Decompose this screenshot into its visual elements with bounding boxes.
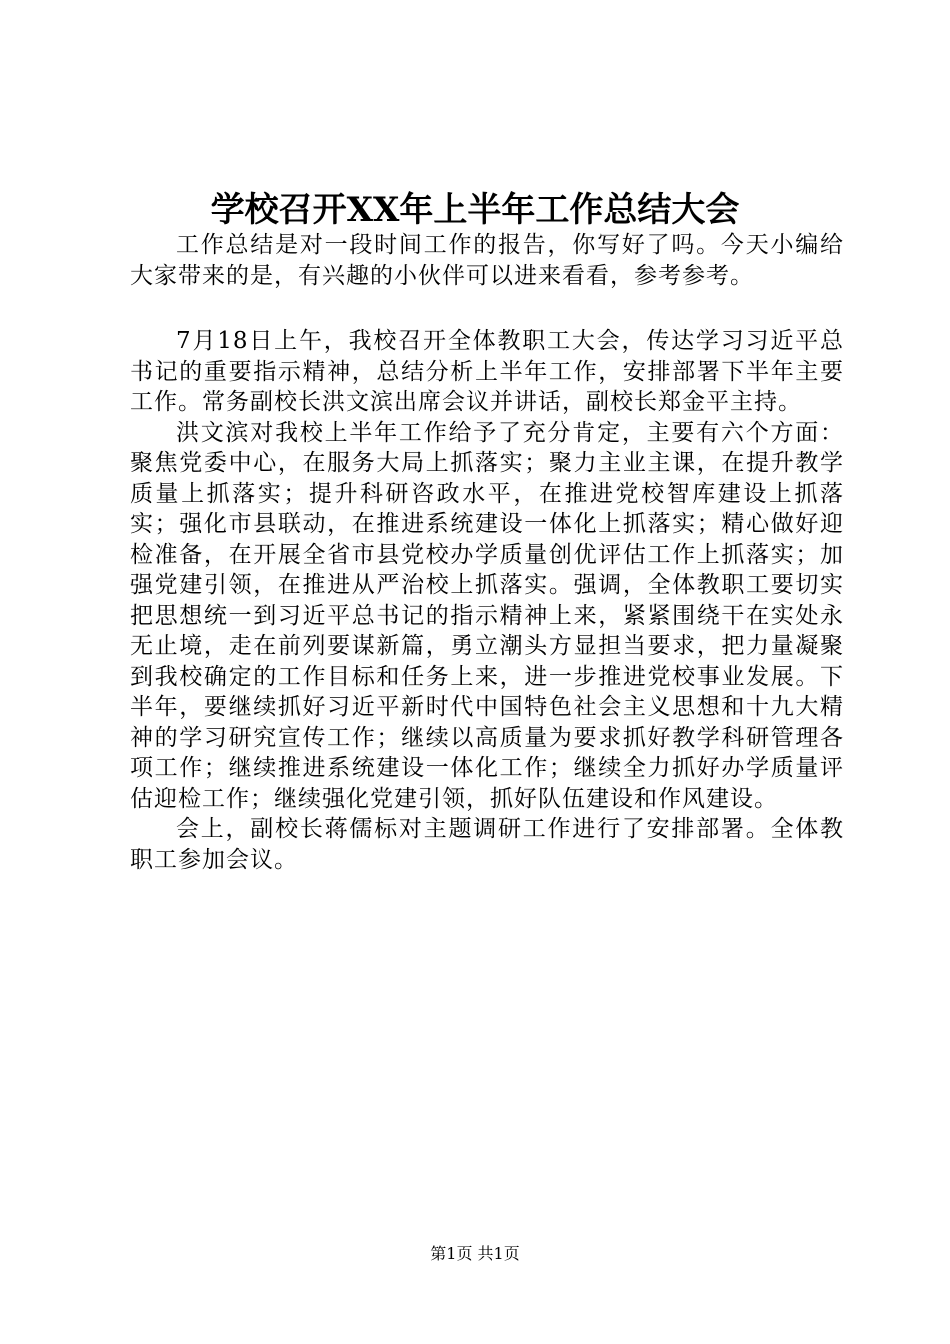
document-body [130, 230, 844, 875]
body-paragraph: 洪文滨对我校上半年工作给予了充分肯定，主要有六个方面：聚焦党委中心，在服务大局上抓落实；聚力主业主课，在提升教学质量上抓落实；提升科研咨政水平，在推进党校智库建设上抓落实；强化市县联动，在推进系统建设一体化上抓落实；精心做好迎检准备，在开展全省市县党校办学质量创优评估工作上抓落实；加强党建引领，在推进从严治校上抓落实。强调，全体教职工要切实把思想统一到习近平总书记的指示精神上来，紧紧围绕干在实处永无止境，走在前列要谋新篇，勇立潮头方显担当要求，把力量凝聚到我校确定的工作目标和任务上来，进一步推进党校事业发展。下半年，要继续抓好习近平新时代中国特色社会主义思想和十九大精神的学习研究宣传工作；继续以高质量为要求抓好教学科研管理各项工作；继续推进系统建设一体化工作；继续全力抓好办学质量评估迎检工作；继续强化党建引领，抓好队伍建设和作风建设。 [130, 419, 844, 812]
body-paragraph: 7月18日上午，我校召开全体教职工大会，传达学习习近平总书记的重要指示精神，总结分析上半年工作，安排部署下半年主要工作。常务副校长洪文滨出席会议并讲话，副校长郑金平主持。 [130, 328, 844, 415]
page-number-footer: 第1页 共1页 [430, 1244, 520, 1263]
intro-paragraph: 工作总结是对一段时间工作的报告，你写好了吗。今天小编给大家带来的是，有兴趣的小伙伴可以进来看看，参考参考。 [130, 232, 844, 289]
body-paragraph: 会上，副校长蒋儒标对主题调研工作进行了安排部署。全体教职工参加会议。 [130, 816, 844, 873]
document-title: 学校召开XX年上半年工作总结大会 [210, 190, 740, 230]
